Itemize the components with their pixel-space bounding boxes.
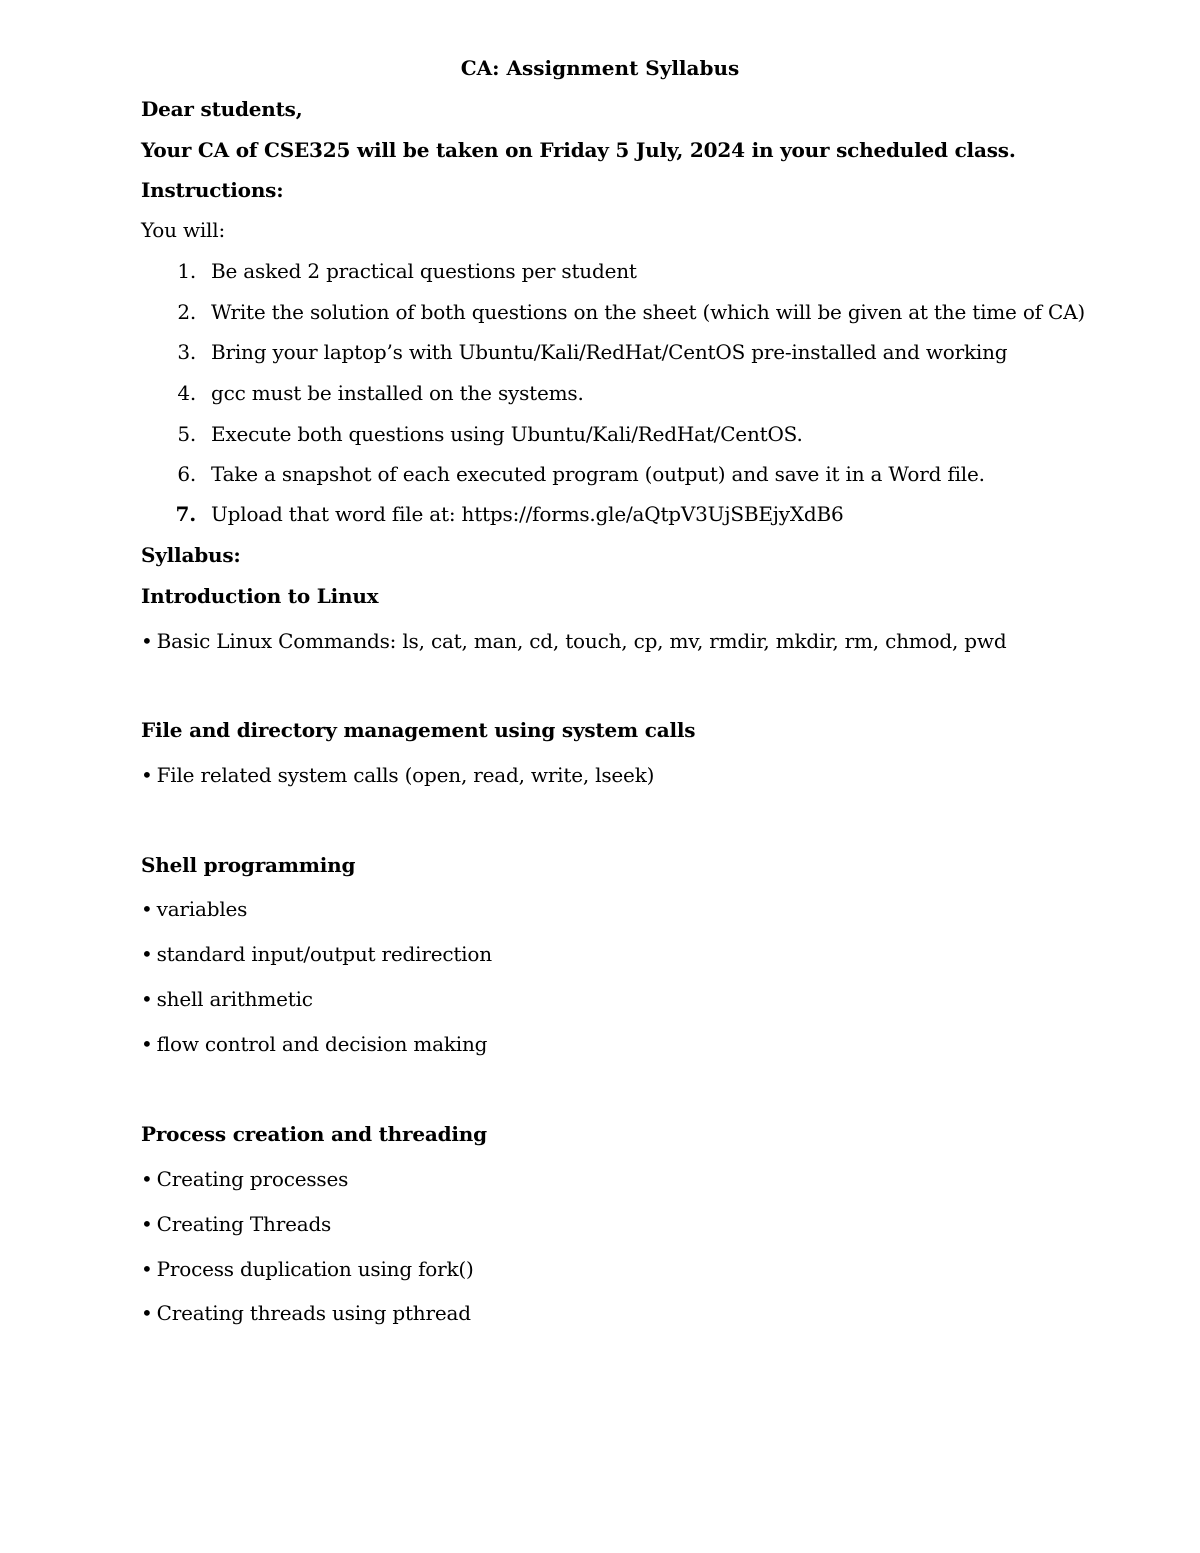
list-item — [141, 1300, 471, 1326]
list-number: 6. — [177, 462, 196, 486]
bullet-icon: • — [141, 897, 153, 921]
list-item-text: Write the solution of both questions on the sheet (which will be given at the time of CA) — [211, 300, 1085, 324]
greeting: Dear students, — [141, 97, 303, 121]
list-item-text: Creating Threads — [156, 1212, 332, 1236]
list-item — [141, 1256, 474, 1282]
list-item — [141, 1031, 487, 1057]
you-will-text: You will: — [141, 218, 225, 242]
bullet-icon: • — [141, 987, 153, 1011]
list-item — [141, 941, 492, 967]
list-item-text: Process duplication using fork() — [156, 1257, 474, 1281]
section-heading: Shell programming — [141, 853, 356, 877]
instruction-item-5 — [141, 421, 803, 447]
instruction-item-7 — [141, 501, 844, 527]
bullet-icon: • — [141, 942, 153, 966]
instruction-item-2 — [141, 299, 1085, 325]
list-number: 3. — [177, 340, 196, 364]
list-number: 1. — [177, 259, 196, 283]
announcement: Your CA of CSE325 will be taken on Friday 5 July, 2024 in your scheduled class. — [141, 138, 1016, 162]
list-item — [141, 1166, 348, 1192]
bullet-icon: • — [141, 1167, 153, 1191]
list-item — [141, 896, 247, 922]
list-item — [141, 1211, 331, 1237]
list-number: 4. — [177, 381, 196, 405]
list-number: 5. — [177, 422, 196, 446]
list-item-text: Take a snapshot of each executed program (output) and save it in a Word file. — [211, 462, 985, 486]
list-item — [141, 762, 654, 788]
section-heading: File and directory management using system calls — [141, 718, 696, 742]
list-item — [141, 628, 1006, 654]
list-item-text: Basic Linux Commands: ls, cat, man, cd, touch, cp, mv, rmdir, mkdir, rm, chmod, pwd — [156, 629, 1007, 653]
bullet-icon: • — [141, 1301, 153, 1325]
bullet-icon: • — [141, 1032, 153, 1056]
list-item-text: Creating threads using pthread — [156, 1301, 471, 1325]
instruction-item-6 — [141, 461, 985, 487]
bullet-icon: • — [141, 629, 153, 653]
instruction-item-1 — [141, 258, 637, 284]
list-item-text: Creating processes — [156, 1167, 349, 1191]
instruction-item-3 — [141, 339, 1007, 365]
instructions-heading: Instructions: — [141, 178, 284, 202]
bullet-icon: • — [141, 1212, 153, 1236]
instruction-item-4 — [141, 380, 584, 406]
list-item-text: flow control and decision making — [156, 1032, 488, 1056]
list-item-text: variables — [156, 897, 248, 921]
list-item-text: shell arithmetic — [156, 987, 313, 1011]
list-number: 2. — [177, 300, 196, 324]
list-item-text: File related system calls (open, read, write, lseek) — [156, 763, 655, 787]
section-heading: Process creation and threading — [141, 1122, 487, 1146]
document-title: CA: Assignment Syllabus — [460, 56, 740, 80]
list-item-text: Be asked 2 practical questions per student — [211, 259, 637, 283]
list-item-text[interactable]: Upload that word file at: https://forms.gle/aQtpV3UjSBEjyXdB6 — [211, 502, 844, 526]
bullet-icon: • — [141, 1257, 153, 1281]
list-item-text: Bring your laptop’s with Ubuntu/Kali/RedHat/CentOS pre-installed and working — [211, 340, 1008, 364]
list-item-text: standard input/output redirection — [156, 942, 492, 966]
section-heading: Introduction to Linux — [141, 584, 379, 608]
list-item — [141, 986, 313, 1012]
list-item-text: gcc must be installed on the systems. — [211, 381, 584, 405]
syllabus-heading: Syllabus: — [141, 543, 241, 567]
list-number: 7. — [175, 502, 196, 526]
list-item-text: Execute both questions using Ubuntu/Kali/RedHat/CentOS. — [211, 422, 803, 446]
bullet-icon: • — [141, 763, 153, 787]
